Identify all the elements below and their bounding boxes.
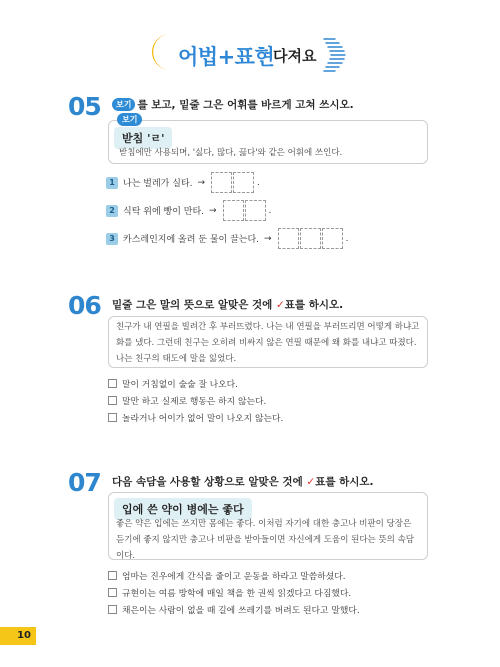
checkbox[interactable] — [108, 571, 117, 580]
answer-blank[interactable] — [233, 172, 254, 193]
option-1[interactable] — [108, 377, 238, 390]
option-label: 말만 하고 실제로 행동은 하지 않는다. — [122, 397, 267, 407]
page-number: 10 — [0, 627, 36, 645]
question-number-07: 07 — [68, 468, 101, 497]
item-sentence: 나는 벌레가 실타. — [123, 179, 193, 189]
item-number-badge: 2 — [106, 205, 118, 217]
header-subtitle: 다져요 — [273, 47, 317, 65]
answer-blank[interactable] — [278, 228, 299, 249]
item-sentence: 카스레인지에 올려 둔 물이 끌는다. — [123, 235, 260, 245]
checkbox[interactable] — [108, 413, 117, 422]
option-3[interactable] — [108, 603, 360, 616]
answer-blank[interactable] — [223, 200, 244, 221]
arrow-icon: → — [264, 233, 272, 244]
item-number-badge: 1 — [106, 177, 118, 189]
period: . — [257, 177, 260, 188]
checkbox[interactable] — [108, 379, 117, 388]
crescent-icon — [150, 32, 176, 72]
item-1 — [106, 172, 260, 193]
option-label: 규현이는 여름 방학에 매일 책을 한 권씩 읽겠다고 다짐했다. — [122, 589, 352, 599]
period: . — [268, 205, 272, 216]
answer-blank[interactable] — [322, 228, 343, 249]
option-label: 엄마는 진우에게 간식을 줄이고 운동을 하라고 말씀하셨다. — [122, 572, 346, 582]
period: . — [345, 233, 349, 244]
question-05-text: 를 보고, 밑줄 그은 어휘를 바르게 고쳐 쓰시오. — [137, 99, 354, 111]
question-05-instruction — [112, 97, 354, 112]
bogi-tag: 보기 — [112, 98, 135, 111]
option-label: 채은이는 사람이 없을 때 길에 쓰레기를 버려도 된다고 말했다. — [122, 606, 360, 616]
checkbox[interactable] — [108, 605, 117, 614]
proverb-pill: 입에 쓴 약이 병에는 좋다 — [114, 498, 252, 520]
header-title: 어법+표현 — [178, 45, 275, 69]
question-06-instruction: 밑줄 그은 말의 뜻으로 알맞은 것에 ✓표를 하시오. — [112, 299, 344, 311]
passage-text: 친구가 내 연필을 빌려간 후 부러뜨렸다. 나는 내 연필을 부러뜨리면 어떻게 하냐고 화를 냈다. 그런데 친구는 오히려 비싸지 않은 연필 때문에 왜 화를 내냐고 따졌다. 나는 친구의 태도에 말을 잃었다. — [116, 322, 420, 364]
question-07-instruction: 다음 속담을 사용할 상황으로 알맞은 것에 ✓표를 하시오. — [112, 476, 374, 488]
speed-lines-icon — [322, 36, 348, 74]
option-1[interactable] — [108, 569, 346, 582]
item-sentence: 식탁 위에 빵이 만타. — [123, 207, 204, 217]
item-2 — [106, 200, 271, 221]
rule-description: 받침에만 사용되며, '싫다, 많다, 끓다'와 같은 어휘에 쓰인다. — [119, 148, 343, 158]
option-2[interactable] — [108, 394, 266, 407]
proverb-description: 좋은 약은 입에는 쓰지만 몸에는 좋다. 이처럼 자기에 대한 충고나 비판이 당장은 듣기에 좋지 않지만 충고나 비판을 받아들이면 자신에게 도움이 된다는 뜻의 속담이다. — [116, 519, 414, 561]
section-header — [150, 32, 350, 76]
check-icon: ✓ — [275, 299, 285, 311]
answer-blank[interactable] — [245, 200, 266, 221]
option-2[interactable] — [108, 586, 351, 599]
answer-blank[interactable] — [211, 172, 232, 193]
arrow-icon: → — [197, 177, 205, 188]
check-icon: ✓ — [306, 476, 316, 488]
bogi-box-label: 보기 — [117, 113, 142, 126]
arrow-icon: → — [209, 205, 217, 216]
question-number-05: 05 — [68, 92, 101, 121]
checkbox[interactable] — [108, 588, 117, 597]
option-3[interactable] — [108, 411, 283, 424]
question-number-06: 06 — [68, 291, 101, 320]
item-3 — [106, 228, 348, 249]
rule-pill-title: 받침 'ㄹ' — [122, 132, 165, 145]
option-label: 놀라거나 어이가 없어 말이 나오지 않는다. — [122, 414, 284, 424]
option-label: 말이 거침없이 술술 잘 나오다. — [122, 380, 238, 390]
answer-blank[interactable] — [300, 228, 321, 249]
item-number-badge: 3 — [106, 233, 118, 245]
checkbox[interactable] — [108, 396, 117, 405]
